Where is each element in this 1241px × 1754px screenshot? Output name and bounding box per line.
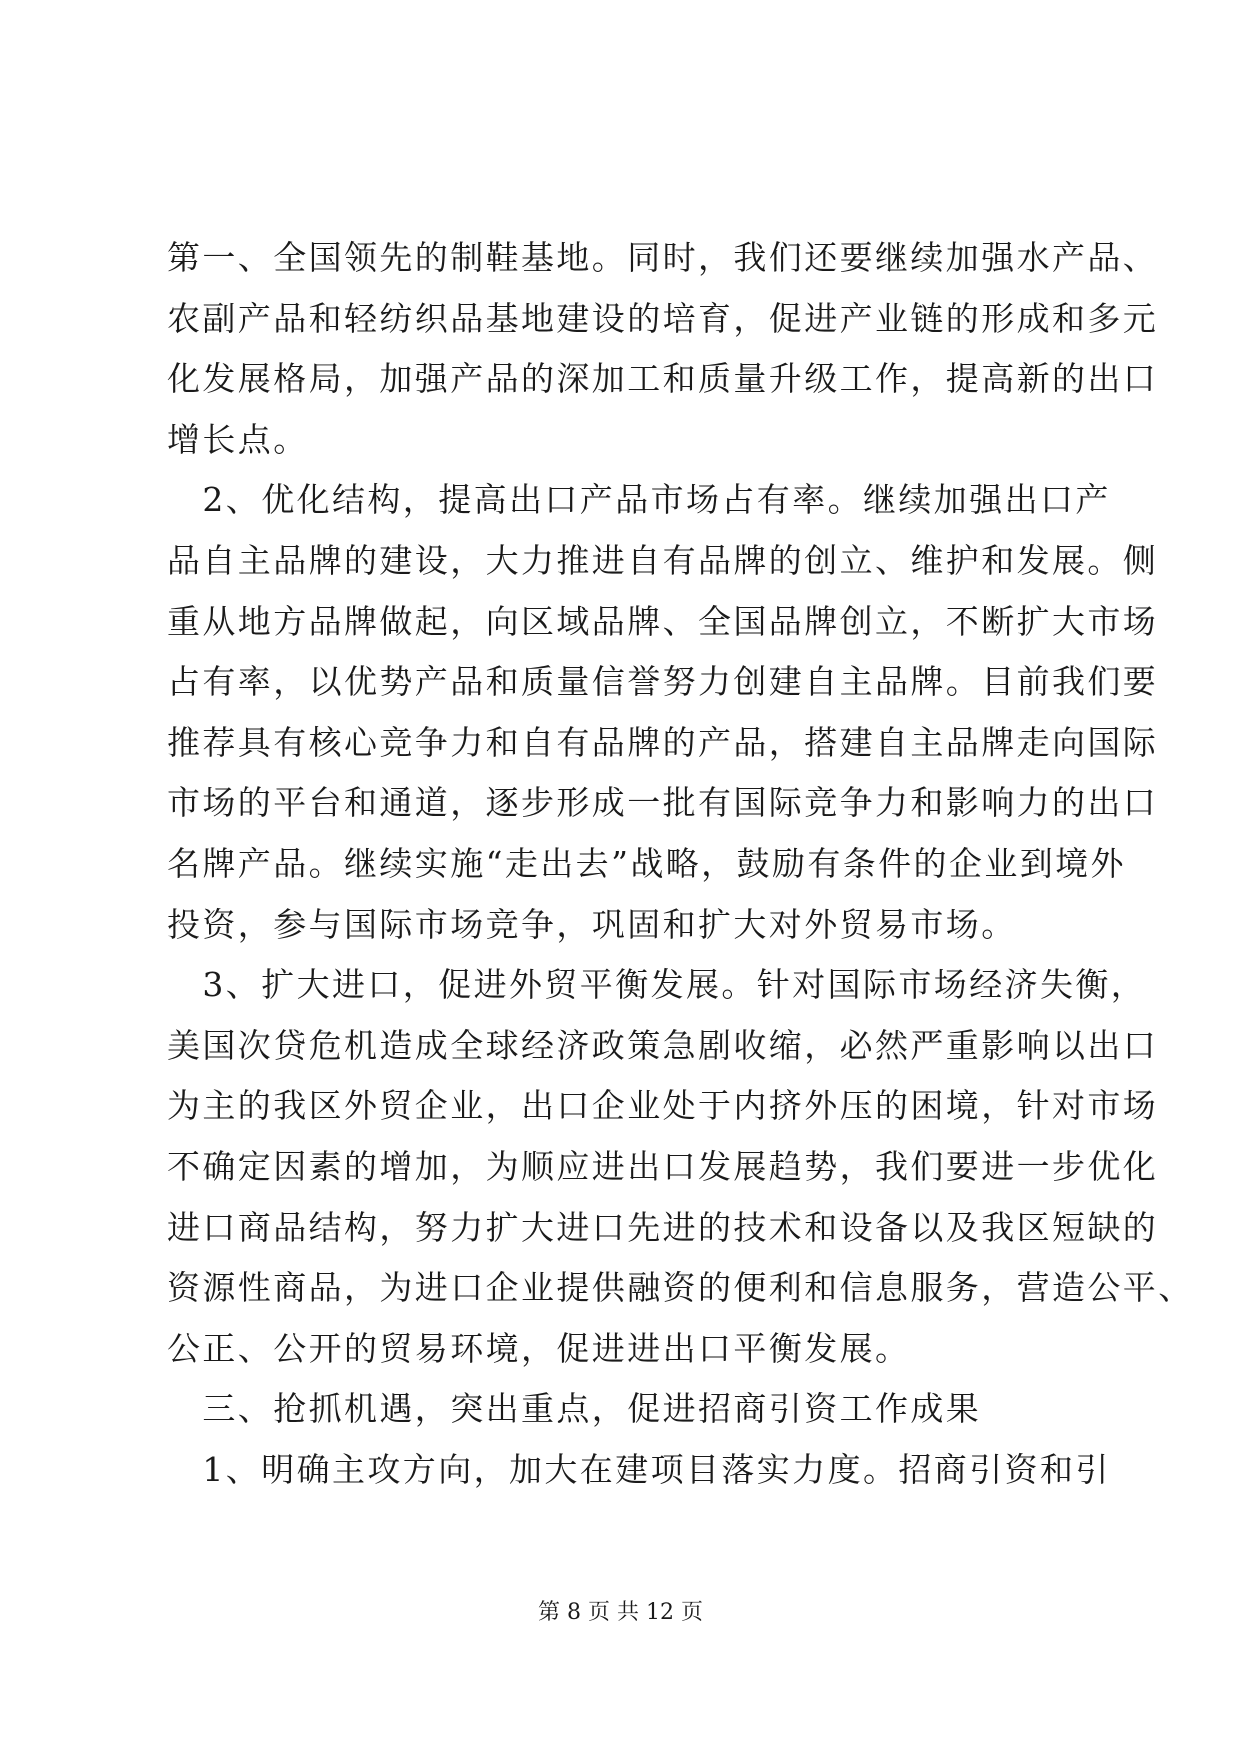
text-line-14: 美国次贷危机造成全球经济政策急剧收缩，必然严重影响以出口 <box>167 1025 1159 1065</box>
text-line-20: 三、抢抓机遇，突出重点，促进招商引资工作成果 <box>167 1389 982 1429</box>
text-line-13: 3、扩大进口，促进外贸平衡发展。针对国际市场经济失衡， <box>167 965 1147 1005</box>
text-line-10: 市场的平台和通道，逐步形成一批有国际竞争力和影响力的出口 <box>167 783 1159 823</box>
text-line-2: 农副产品和轻纺织品基地建设的培育，促进产业链的形成和多元 <box>167 298 1159 338</box>
text-line-17: 进口商品结构，努力扩大进口先进的技术和设备以及我区短缺的 <box>167 1207 1159 1247</box>
text-line-15: 为主的我区外贸企业，出口企业处于内挤外压的困境，针对市场 <box>167 1086 1159 1126</box>
text-line-19: 公正、公开的贸易环境，促进进出口平衡发展。 <box>167 1328 911 1368</box>
text-line-21: 1、明确主攻方向，加大在建项目落实力度。招商引资和引 <box>167 1449 1111 1489</box>
page-number-label: 第 8 页 共 12 页 <box>538 1600 703 1625</box>
text-line-12: 投资，参与国际市场竞争，巩固和扩大对外贸易市场。 <box>167 904 1017 944</box>
text-line-18: 资源性商品，为进口企业提供融资的便利和信息服务，营造公平、 <box>167 1268 1194 1308</box>
text-line-11: 名牌产品。继续实施“走出去”战略，鼓励有条件的企业到境外 <box>167 843 1126 883</box>
text-line-6: 品自主品牌的建设，大力推进自有品牌的创立、维护和发展。侧 <box>167 540 1159 580</box>
text-line-8: 占有率，以优势产品和质量信誉努力创建自主品牌。目前我们要 <box>167 662 1159 702</box>
text-line-7: 重从地方品牌做起，向区域品牌、全国品牌创立，不断扩大市场 <box>167 601 1159 641</box>
body-text <box>167 228 1194 1500</box>
text-line-1: 第一、全国领先的制鞋基地。同时，我们还要继续加强水产品、 <box>167 238 1159 277</box>
text-line-9: 推荐具有核心竞争力和自有品牌的产品，搭建自主品牌走向国际 <box>167 722 1159 762</box>
text-line-3: 化发展格局，加强产品的深加工和质量升级工作，提高新的出口 <box>167 359 1159 399</box>
text-line-4: 增长点。 <box>167 419 309 459</box>
text-line-5: 2、优化结构，提高出口产品市场占有率。继续加强出口产 <box>167 480 1111 520</box>
text-line-16: 不确定因素的增加，为顺应进出口发展趋势，我们要进一步优化 <box>167 1146 1159 1186</box>
page-footer <box>0 1598 1241 1628</box>
